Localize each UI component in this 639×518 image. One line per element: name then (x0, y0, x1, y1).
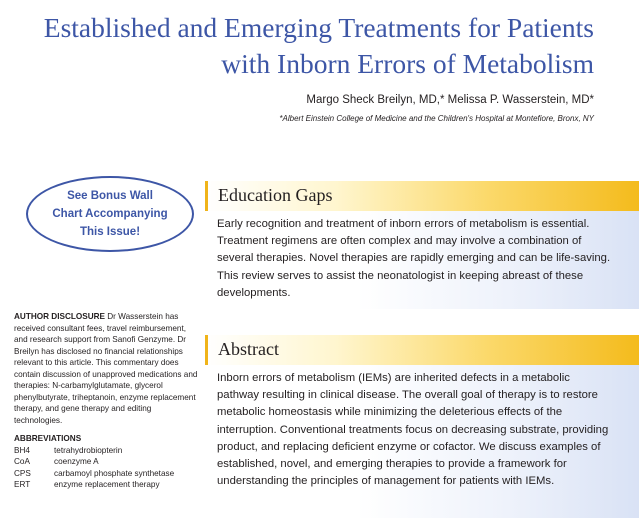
title-line-1: Established and Emerging Treatments for Patients (43, 12, 594, 43)
bonus-line-2: Chart Accompanying (52, 208, 168, 220)
bonus-wall-chart-callout (26, 176, 194, 252)
bonus-line-3: This Issue! (79, 226, 141, 238)
education-gaps-text: Early recognition and treatment of inborn errors of metabolism is essential. Treatment regimens are often complex and may involve a combination of several therapies. Novel therapies are rapidly emerging and can be life-saving. This review serves to assist the neonatologist in keeping abreast of these developments. (217, 218, 611, 299)
abbreviation-row (14, 445, 199, 457)
abbreviation-meaning: enzyme replacement therapy (54, 480, 160, 489)
abbreviation-term: CPS (14, 468, 31, 478)
abstract-header (205, 335, 639, 365)
abbreviation-term: ERT (14, 480, 31, 489)
abbreviation-row (14, 456, 199, 468)
abbreviation-row (14, 468, 199, 480)
abstract-body (205, 365, 639, 518)
abbreviation-term: CoA (14, 457, 30, 466)
affiliation-line: *Albert Einstein College of Medicine and the Children's Hospital at Montefiore, Bronx, NY (279, 114, 594, 123)
author-disclosure (14, 311, 199, 426)
abbreviation-row (14, 479, 199, 491)
disclosure-text: Dr Wasserstein has received consultant fees, travel reimbursement, and research support from Sanofi Genzyme. Dr Breilyn has disclosed no financial relationships relevant to this article. This commentary does contain discussion of unapproved medications and therapies: N-carbamylglutamate, glycerol phenylbutyrate, triheptanoin, enzyme replacement therapy, and gene therapy and editing technologies. (14, 312, 198, 425)
title-line-2: with Inborn Errors of Metabolism (221, 48, 594, 79)
abbreviation-term: BH4 (14, 445, 30, 455)
author-line: Margo Sheck Breilyn, MD,* Melissa P. Wasserstein, MD* (306, 94, 594, 106)
abbreviation-meaning: carbamoyl phosphate synthetase (54, 468, 175, 478)
abbreviation-meaning: tetrahydrobiopterin (54, 445, 123, 455)
article-title (0, 10, 594, 82)
bonus-line-1: See Bonus Wall (67, 190, 153, 202)
abstract-heading: Abstract (218, 339, 279, 359)
education-gaps-heading: Education Gaps (218, 185, 333, 205)
education-gaps-header (205, 181, 639, 211)
education-gaps-body (205, 211, 639, 309)
disclosure-label: AUTHOR DISCLOSURE (14, 312, 105, 321)
abbreviations-title: ABBREVIATIONS (14, 434, 82, 443)
section-accent-bar (205, 335, 208, 365)
abstract-text: Inborn errors of metabolism (IEMs) are inherited defects in a metabolic pathway resulting in clinical disease. The overall goal of therapy is to restore metabolic homeostasis while minimizing the deleterious effects of the interruption. Conventional treatments focus on decreasing substrate, providing product, and replacing deficient enzyme or cofactor. We discuss examples of established, novel, and emerging therapies to provide a framework for understanding the principles of management for patients with IEMs. (217, 372, 609, 488)
sidebar (14, 311, 199, 491)
section-accent-bar (205, 181, 208, 211)
abbreviation-meaning: coenzyme A (54, 457, 99, 466)
